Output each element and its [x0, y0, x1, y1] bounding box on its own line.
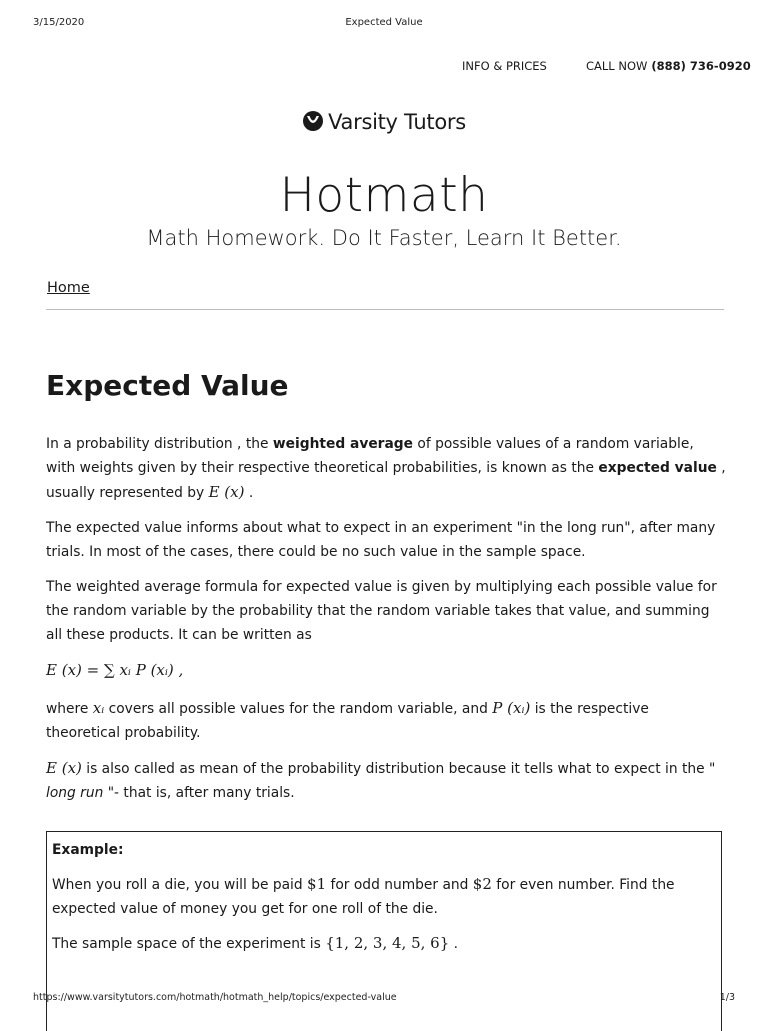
brand-title: Hotmath	[279, 168, 489, 223]
expected-value-formula	[46, 658, 726, 682]
page-number: 1/3	[719, 992, 735, 1003]
text: for odd number and	[326, 877, 473, 893]
text: for even number. Find the expected value of money you get for one roll of the die.	[52, 877, 675, 917]
print-date: 3/15/2020	[33, 17, 85, 28]
math-expression: {1, 2, 3, 4, 5, 6}	[325, 934, 450, 952]
text: where	[46, 701, 93, 717]
text: When you roll a die, you will be paid	[52, 877, 308, 893]
math-expression: $1	[307, 875, 327, 893]
math-expression: P (xᵢ)	[492, 699, 531, 717]
call-now-link[interactable]	[586, 59, 751, 73]
paragraph-long-run: The expected value informs about what to expect in an experiment "in the long run", after many trials. In most of the cases, there could be no such value in the sample space.	[46, 520, 716, 560]
divider	[46, 309, 724, 310]
text: of possible values of a random variable, with weights given by their respective theoretical probabilities, is known as the	[46, 436, 694, 476]
print-header	[0, 17, 768, 31]
text: , usually represented by	[46, 460, 726, 501]
info-prices-link[interactable]: INFO & PRICES	[462, 59, 547, 73]
paragraph-mean	[46, 756, 726, 805]
article	[46, 366, 726, 816]
example-question	[52, 872, 715, 921]
text: .	[244, 485, 254, 501]
page-title: Expected Value	[46, 369, 289, 402]
paragraph-formula-intro: The weighted average formula for expected value is given by multiplying each possible value for the random variable by the probability that the random variable takes that value, and summing all these products. It can be written as	[46, 579, 717, 643]
text: In a probability distribution , the	[46, 436, 273, 452]
paragraph-definition	[46, 432, 726, 505]
text: .	[449, 936, 459, 952]
logo-text: Varsity Tutors	[328, 110, 466, 134]
math-expression: xᵢ	[92, 699, 105, 717]
math-expression: E (x)	[46, 759, 82, 777]
print-title: Expected Value	[345, 17, 423, 28]
brand-tagline: Math Homework. Do It Faster, Learn It Better.	[146, 226, 622, 250]
emphasis-long-run: long run	[46, 785, 104, 801]
varsity-tutors-logo[interactable]	[0, 110, 768, 134]
example-sample-space	[52, 931, 715, 956]
call-now-label: CALL NOW	[586, 59, 648, 73]
term-weighted-average: weighted average	[272, 436, 414, 452]
term-expected-value: expected value	[598, 460, 717, 476]
breadcrumb-home-link[interactable]: Home	[47, 280, 90, 296]
paragraph-where	[46, 696, 726, 745]
print-url: https://www.varsitytutors.com/hotmath/hotmath_help/topics/expected-value	[33, 992, 397, 1003]
text: The sample space of the experiment is	[52, 936, 326, 952]
varsity-tutors-logo-icon	[302, 110, 324, 132]
text: "- that is, after many trials.	[103, 785, 295, 801]
text: is also called as mean of the probability distribution because it tells what to expect in the "	[81, 761, 716, 777]
text: is the respective theoretical probability.	[46, 701, 649, 741]
text: covers all possible values for the random variable, and	[104, 701, 493, 717]
formula-text: E (x) = ∑ xᵢ P (xᵢ) ,	[46, 661, 184, 679]
example-label: Example:	[52, 842, 124, 858]
math-expression: $2	[472, 875, 492, 893]
phone-number: (888) 736-0920	[651, 59, 751, 73]
math-expression: E (x)	[208, 483, 245, 501]
print-footer	[0, 992, 768, 1006]
